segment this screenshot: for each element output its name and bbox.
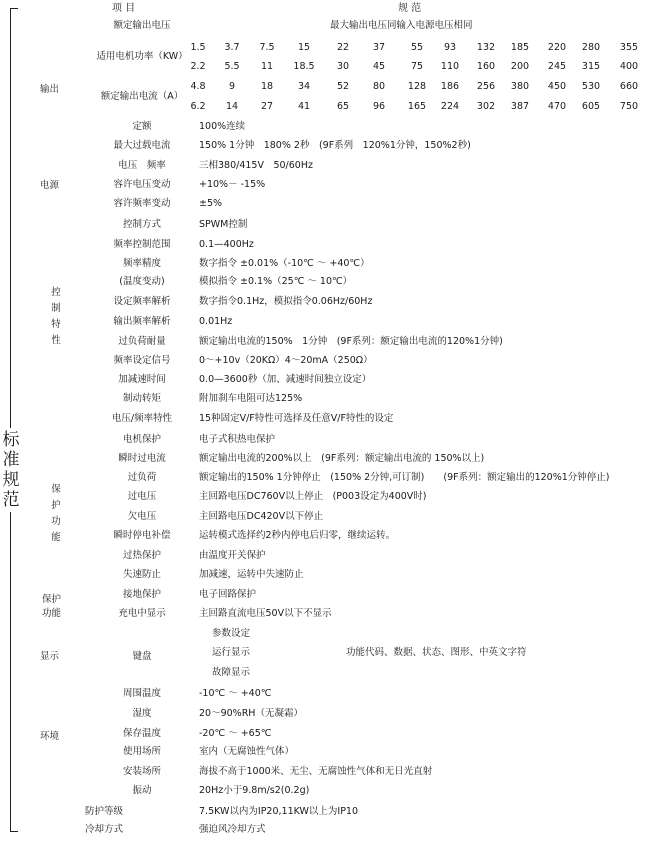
power-cell: 220 bbox=[547, 42, 567, 53]
power-cell: 37 bbox=[372, 42, 386, 53]
label-frequency-signal: 频率设定信号 bbox=[113, 355, 171, 366]
category-control: 控 制 特 性 bbox=[51, 287, 61, 346]
current-cell: 9 bbox=[228, 81, 236, 92]
current-cell: 80 bbox=[372, 81, 386, 92]
value-voltage-frequency: 三相380/415V 50/60Hz bbox=[199, 160, 313, 171]
power-cell: 400 bbox=[619, 61, 639, 72]
label-voltage-frequency: 电压 频率 bbox=[118, 160, 166, 171]
current-cell: 660 bbox=[619, 81, 639, 92]
current-cell: 605 bbox=[581, 101, 601, 112]
value-use-place: 室内（无腐蚀性气体） bbox=[199, 746, 295, 757]
value-frequency-tolerance: ±5% bbox=[199, 198, 223, 209]
display-item: 运行显示 bbox=[212, 647, 251, 658]
power-cell: 55 bbox=[410, 42, 424, 53]
power-cell: 132 bbox=[476, 42, 496, 53]
label-rating: 定额 bbox=[132, 121, 152, 132]
label-cooling: 冷却方式 bbox=[85, 824, 124, 835]
current-cell: 34 bbox=[297, 81, 311, 92]
value-overload-capacity: 额定输出电流的150% 1分钟 (9F系列：额定输出电流的120%1分钟) bbox=[199, 336, 503, 347]
value-vf-characteristic: 15种固定V/F特性可选择及任意V/F特性的设定 bbox=[199, 413, 394, 424]
value-storage-temp: -20℃ ～ +65℃ bbox=[199, 728, 272, 739]
value-instant-overcurrent: 额定输出电流的200%以上 (9F系列：额定输出电流的 150%以上) bbox=[199, 453, 485, 464]
label-power-loss: 瞬时停电补偿 bbox=[113, 530, 171, 541]
value-accel-decel: 0.0—3600秒（加、减速时间独立设定） bbox=[199, 374, 372, 385]
label-set-resolution: 设定频率解析 bbox=[113, 296, 171, 307]
display-item: 参数设定 bbox=[212, 628, 251, 639]
label-humidity: 湿度 bbox=[132, 708, 152, 719]
current-cell: 4.8 bbox=[190, 81, 206, 92]
value-motor-protection: 电子式积热电保护 bbox=[199, 434, 276, 445]
label-frequency-range: 频率控制范围 bbox=[113, 239, 171, 250]
label-overload-protection: 过负荷 bbox=[127, 472, 157, 483]
label-storage-temp: 保存温度 bbox=[122, 728, 161, 739]
label-control-method: 控制方式 bbox=[122, 219, 161, 230]
label-temperature-change: (温度变动) bbox=[119, 276, 165, 287]
current-cell: 302 bbox=[476, 101, 496, 112]
power-cell: 11 bbox=[260, 61, 274, 72]
current-cell: 387 bbox=[510, 101, 530, 112]
category-protection: 保 护 功 能 bbox=[51, 484, 61, 543]
value-frequency-signal: 0～+10v（20KΩ）4～20mA（250Ω） bbox=[199, 355, 373, 366]
value-stall-prevention: 加减速，运转中失速防止 bbox=[199, 569, 304, 580]
power-cell: 93 bbox=[443, 42, 457, 53]
power-cell: 7.5 bbox=[259, 42, 275, 53]
power-cell: 245 bbox=[547, 61, 567, 72]
label-ambient-temp: 周围温度 bbox=[122, 688, 161, 699]
value-temperature-change: 模拟指令 ±0.1%（25℃ ～ 10℃） bbox=[199, 276, 353, 287]
label-max-overload: 最大过载电流 bbox=[113, 140, 171, 151]
value-humidity: 20～90%RH（无凝霜） bbox=[199, 708, 303, 719]
value-ambient-temp: -10℃ ～ +40℃ bbox=[199, 688, 272, 699]
value-rating: 100%连续 bbox=[199, 121, 246, 132]
current-cell: 750 bbox=[619, 101, 639, 112]
label-overvoltage: 过电压 bbox=[127, 491, 157, 502]
value-overheat: 由温度开关保护 bbox=[199, 550, 266, 561]
value-undervoltage: 主回路电压DC420V以下停止 bbox=[199, 511, 324, 522]
power-cell: 3.7 bbox=[224, 42, 240, 53]
section-bracket bbox=[10, 8, 18, 832]
current-cell: 14 bbox=[225, 101, 239, 112]
category-display: 显示 bbox=[40, 651, 60, 662]
label-instant-overcurrent: 瞬时过电流 bbox=[118, 453, 166, 464]
label-undervoltage: 欠电压 bbox=[127, 511, 157, 522]
power-cell: 355 bbox=[619, 42, 639, 53]
value-voltage-tolerance: +10%－ -15% bbox=[199, 179, 266, 190]
current-cell: 450 bbox=[547, 81, 567, 92]
label-install-place: 安装场所 bbox=[122, 766, 161, 777]
current-cell: 6.2 bbox=[190, 101, 206, 112]
power-cell: 75 bbox=[410, 61, 424, 72]
label-voltage-tolerance: 容许电压变动 bbox=[113, 179, 171, 190]
label-output-resolution: 输出频率解析 bbox=[113, 316, 171, 327]
value-vibration: 20Hz小于9.8m/s2(0.2g) bbox=[199, 785, 310, 796]
label-use-place: 使用场所 bbox=[122, 746, 161, 757]
power-cell: 1.5 bbox=[190, 42, 206, 53]
header-spec: 规 范 bbox=[398, 3, 422, 14]
label-stall-prevention: 失速防止 bbox=[122, 569, 161, 580]
power-cell: 5.5 bbox=[224, 61, 240, 72]
label-overload-capacity: 过负荷耐量 bbox=[118, 336, 166, 347]
power-cell: 280 bbox=[581, 42, 601, 53]
current-cell: 186 bbox=[440, 81, 460, 92]
current-cell: 165 bbox=[407, 101, 427, 112]
label-braking-torque: 制动转矩 bbox=[122, 393, 161, 404]
value-output-resolution: 0.01Hz bbox=[199, 316, 233, 327]
current-cell: 128 bbox=[407, 81, 427, 92]
value-power-loss: 运转模式选择约2秒内停电后归零，继续运转。 bbox=[199, 530, 396, 541]
value-charge-display: 主回路直流电压50V以下不显示 bbox=[199, 608, 332, 619]
label-accel-decel: 加减速时间 bbox=[118, 374, 166, 385]
value-ground-protection: 电子回路保护 bbox=[199, 589, 257, 600]
value-set-resolution: 数字指令0.1Hz，模拟指令0.06Hz/60Hz bbox=[199, 296, 373, 307]
power-cell: 110 bbox=[440, 61, 460, 72]
value-rated-voltage: 最大输出电压同输入电源电压相同 bbox=[330, 20, 473, 31]
current-cell: 52 bbox=[336, 81, 350, 92]
label-frequency-accuracy: 频率精度 bbox=[122, 258, 161, 269]
power-cell: 2.2 bbox=[190, 61, 206, 72]
current-cell: 470 bbox=[547, 101, 567, 112]
current-cell: 380 bbox=[510, 81, 530, 92]
header-item: 项 目 bbox=[112, 3, 136, 14]
label-vf-characteristic: 电压/频率特性 bbox=[111, 413, 173, 424]
label-frequency-tolerance: 容许频率变动 bbox=[113, 198, 171, 209]
current-cell: 18 bbox=[260, 81, 274, 92]
label-rated-voltage: 额定输出电压 bbox=[113, 20, 171, 31]
power-cell: 45 bbox=[372, 61, 386, 72]
value-max-overload: 150% 1分钟 180% 2秒 (9F系列 120%1分钟，150%2秒) bbox=[199, 140, 471, 151]
power-cell: 30 bbox=[336, 61, 350, 72]
power-cell: 22 bbox=[336, 42, 350, 53]
power-cell: 18.5 bbox=[293, 61, 315, 72]
label-ground-protection: 接地保护 bbox=[122, 589, 161, 600]
power-cell: 160 bbox=[476, 61, 496, 72]
label-motor-power: 适用电机功率（KW） bbox=[96, 51, 188, 62]
section-title-vertical: 标 准 规 范 bbox=[2, 430, 20, 510]
value-frequency-range: 0.1—400Hz bbox=[199, 239, 254, 250]
value-frequency-accuracy: 数字指令 ±0.01%（-10℃ ～ +40℃） bbox=[199, 258, 370, 269]
current-cell: 27 bbox=[260, 101, 274, 112]
current-cell: 256 bbox=[476, 81, 496, 92]
value-enclosure: 7.5KW以内为IP20,11KW以上为IP10 bbox=[199, 806, 359, 817]
category-power-supply: 电源 bbox=[40, 180, 60, 191]
value-braking-torque: 附加刹车电阻可达125% bbox=[199, 393, 303, 404]
label-rated-current: 额定输出电流（A） bbox=[100, 91, 184, 102]
power-cell: 315 bbox=[581, 61, 601, 72]
category-environment: 环境 bbox=[40, 731, 60, 742]
power-cell: 185 bbox=[510, 42, 530, 53]
power-cell: 15 bbox=[297, 42, 311, 53]
current-cell: 224 bbox=[440, 101, 460, 112]
current-cell: 96 bbox=[372, 101, 386, 112]
current-cell: 530 bbox=[581, 81, 601, 92]
display-extra: 功能代码、数据、状态、图形、中英文字符 bbox=[346, 647, 527, 658]
label-keypad: 键盘 bbox=[132, 651, 152, 662]
display-item: 故障显示 bbox=[212, 667, 251, 678]
label-enclosure: 防护等级 bbox=[85, 806, 124, 817]
power-cell: 200 bbox=[510, 61, 530, 72]
value-cooling: 强迫风冷却方式 bbox=[199, 824, 266, 835]
current-cell: 65 bbox=[336, 101, 350, 112]
value-overvoltage: 主回路电压DC760V以上停止 (P003设定为400V时) bbox=[199, 491, 427, 502]
value-overload-protection: 额定输出的150% 1分钟停止 (150% 2分钟,可订制) (9F系列：额定输出的120%1分钟停止) bbox=[199, 472, 610, 483]
value-control-method: SPWM控制 bbox=[199, 219, 248, 230]
current-cell: 41 bbox=[297, 101, 311, 112]
value-install-place: 海拔不高于1000米、无尘、无腐蚀性气体和无日光直射 bbox=[199, 766, 433, 777]
label-motor-protection: 电机保护 bbox=[122, 434, 161, 445]
category-protection-2: 保护 功能 bbox=[42, 594, 62, 619]
label-vibration: 振动 bbox=[132, 785, 152, 796]
label-overheat: 过热保护 bbox=[122, 550, 161, 561]
category-output: 输出 bbox=[40, 84, 60, 95]
label-charge-display: 充电中显示 bbox=[118, 608, 166, 619]
